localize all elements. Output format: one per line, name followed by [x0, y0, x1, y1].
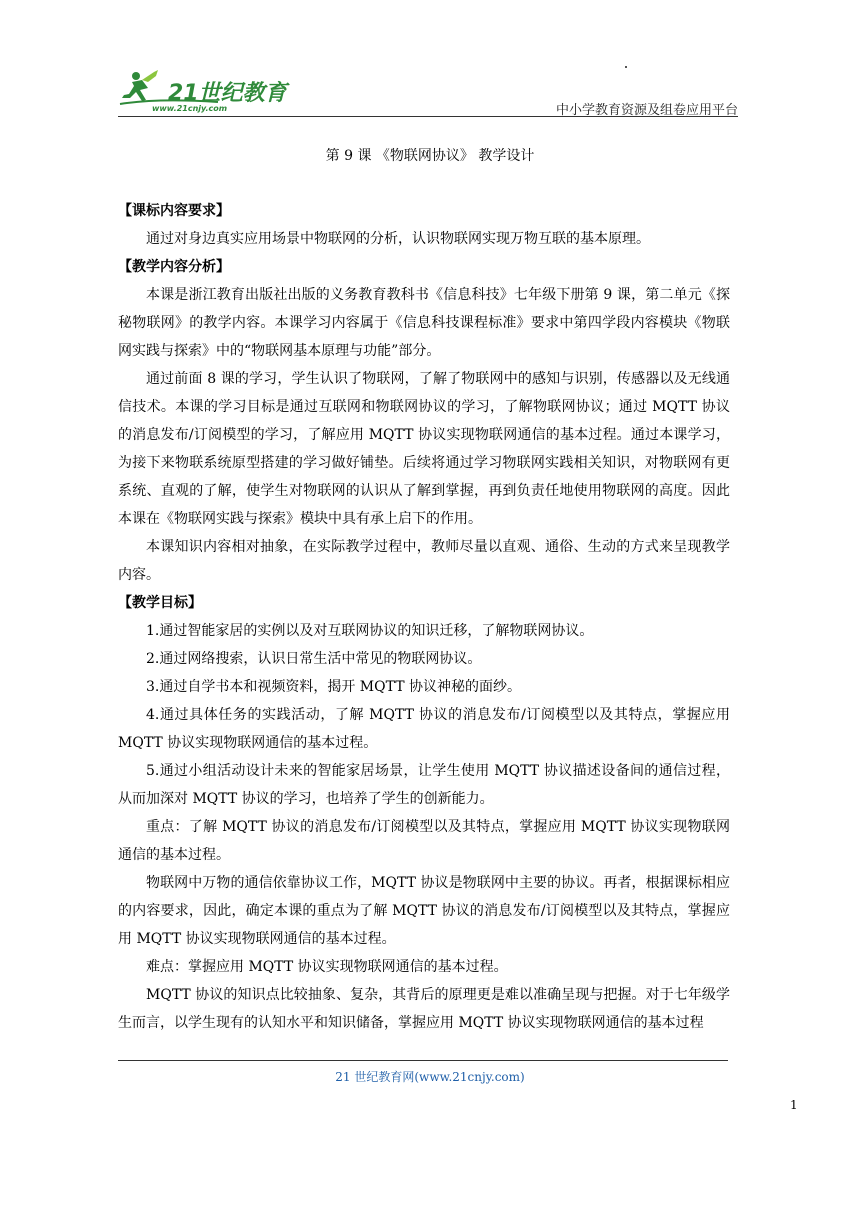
paragraph: 难点：掌握应用 MQTT 协议实现物联网通信的基本过程。	[146, 959, 508, 975]
paragraph: 本课知识内容相对抽象，在实际教学过程中，教师尽量以直观、通俗、生动的方式来呈现教学内容。	[118, 539, 730, 583]
paragraph: 本课是浙江教育出版社出版的义务教育教科书《信息科技》七年级下册第 9 课，第二单元《探秘物联网》的教学内容。本课学习内容属于《信息科技课程标准》要求中第四学段内容模块《物联网实践与探索》中的“物联网基本原理与功能”部分。	[118, 287, 730, 359]
section-content-analysis	[118, 253, 730, 589]
section-heading: 【课标内容要求】	[118, 203, 230, 219]
document-body	[118, 197, 730, 1037]
paragraph: 物联网中万物的通信依靠协议工作，MQTT 协议是物联网中主要的协议。再者，根据课标相应的内容要求，因此，确定本课的重点为了解 MQTT 协议的消息发布/订阅模型以及其特点，掌握应用 MQTT 协议实现物联网通信的基本过程。	[118, 875, 730, 947]
section-teaching-objectives	[118, 589, 730, 1037]
paragraph: 2.通过网络搜索，认识日常生活中常见的物联网协议。	[146, 651, 482, 667]
header-divider	[118, 116, 738, 117]
decorative-dot	[625, 66, 627, 68]
paragraph: MQTT 协议的知识点比较抽象、复杂，其背后的原理更是难以准确呈现与把握。对于七年级学生而言，以学生现有的认知水平和知识储备，掌握应用 MQTT 协议实现物联网通信的基本过程	[118, 987, 730, 1031]
footer-link[interactable]: 21 世纪教育网(www.21cnjy.com)	[335, 1070, 525, 1084]
section-heading: 【教学目标】	[118, 595, 202, 611]
paragraph: 通过前面 8 课的学习，学生认识了物联网，了解了物联网中的感知与识别，传感器以及无线通信技术。本课的学习目标是通过互联网和物联网协议的学习，了解物联网协议；通过 MQTT 协议的消息发布/订阅模型的学习，了解应用 MQTT 协议实现物联网通信的基本过程。通过本课学习，为接下来物联系统原型搭建的学习做好铺垫。后续将通过学习物联网实践相关知识，对物联网有更系统、直观的了解，使学生对物联网的认识从了解到掌握，再到负责任地使用物联网的高度。因此本课在《物联网实践与探索》模块中具有承上启下的作用。	[118, 371, 730, 527]
platform-name: 中小学教育资源及组卷应用平台	[555, 103, 738, 118]
section-curriculum-requirements	[118, 197, 730, 253]
paragraph: 3.通过自学书本和视频资料，揭开 MQTT 协议神秘的面纱。	[146, 679, 522, 695]
page-number: 1	[790, 1098, 798, 1112]
paragraph: 1.通过智能家居的实例以及对互联网协议的知识迁移，了解物联网协议。	[146, 623, 594, 639]
logo-text: 21世纪教育	[168, 81, 287, 106]
logo-url: www.21cnjy.com	[152, 104, 228, 113]
section-heading: 【教学内容分析】	[118, 259, 230, 275]
footer-divider	[118, 1060, 728, 1061]
paragraph: 重点：了解 MQTT 协议的消息发布/订阅模型以及其特点，掌握应用 MQTT 协议实现物联网通信的基本过程。	[118, 819, 730, 863]
paragraph: 5.通过小组活动设计未来的智能家居场景，让学生使用 MQTT 协议描述设备间的通信过程，从而加深对 MQTT 协议的学习，也培养了学生的创新能力。	[118, 763, 730, 807]
paragraph: 通过对身边真实应用场景中物联网的分析，认识物联网实现万物互联的基本原理。	[146, 231, 650, 247]
document-title: 第 9 课 《物联网协议》 教学设计	[325, 148, 535, 164]
paragraph: 4.通过具体任务的实践活动，了解 MQTT 协议的消息发布/订阅模型以及其特点，掌握应用 MQTT 协议实现物联网通信的基本过程。	[118, 707, 730, 751]
